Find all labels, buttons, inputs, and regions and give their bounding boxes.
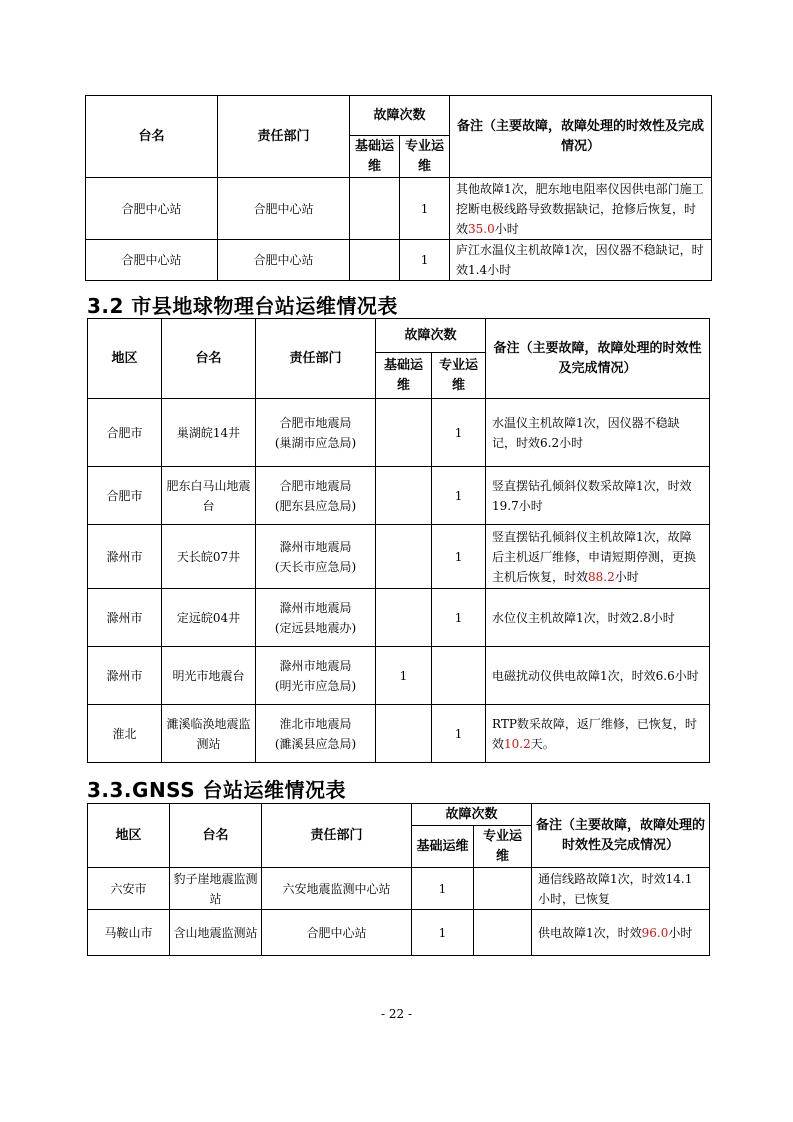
remark-cell: 水温仪主机故障1次，因仪器不稳缺记，时效6.2小时 [486,399,710,467]
remark-cell: 竖直摆钻孔倾斜仪主机故障1次，故障后主机返厂维修，申请短期停测，更换主机后恢复，时效88.2小时 [486,525,710,589]
station-cell: 含山地震监测站 [170,910,262,956]
basic-cell [350,240,400,281]
section-title-3-3: 3.3.GNSS 台站运维情况表 [87,778,347,802]
basic-cell [376,589,432,647]
section-title-3-2: 3.2 市县地球物理台站运维情况表 [87,294,398,318]
pro-cell [474,868,532,910]
dept-cell: 淮北市地震局 (濉溪县应急局) [256,705,376,763]
pro-cell [474,910,532,956]
station-cell: 巢湖皖14井 [162,399,256,467]
header-remark: 备注（主要故障，故障处理的时效性及完成情况） [532,804,710,868]
station-cell: 天长皖07井 [162,525,256,589]
dept-cell: 合肥中心站 [262,910,412,956]
header-basic: 基础运维 [376,353,432,399]
table-row [86,240,712,281]
header-station: 台名 [170,804,262,868]
remark-cell: 水位仪主机故障1次，时效2.8小时 [486,589,710,647]
region-cell: 合肥市 [88,467,162,525]
pro-cell [432,647,486,705]
station-cell: 合肥中心站 [86,240,218,281]
pro-cell: 1 [432,467,486,525]
header-faults: 故障次数 [412,804,532,826]
header-region: 地区 [88,319,162,399]
dept-cell: 滁州市地震局 (天长市应急局) [256,525,376,589]
pro-cell: 1 [432,589,486,647]
header-station: 台名 [162,319,256,399]
basic-cell [376,399,432,467]
table-row [88,525,710,589]
header-pro: 专业运维 [474,826,532,868]
table-row [88,868,710,910]
remark-cell: 庐江水温仪主机故障1次，因仪器不稳缺记，时效1.4小时 [450,240,712,281]
page-number: - 22 - [380,1007,412,1021]
region-cell: 淮北 [88,705,162,763]
pro-cell: 1 [400,178,450,240]
region-cell: 合肥市 [88,399,162,467]
pro-cell: 1 [432,525,486,589]
basic-cell [376,467,432,525]
dept-cell: 合肥市地震局 (肥东县应急局) [256,467,376,525]
table-row [88,910,710,956]
remark-cell: 其他故障1次，肥东地电阻率仪因供电部门施工挖断电极线路导致数据缺记，抢修后恢复，时效35.0小时 [450,178,712,240]
station-ops-table-2 [87,318,710,763]
header-pro: 专业运维 [432,353,486,399]
header-pro: 专业运维 [400,136,450,178]
region-cell: 滁州市 [88,525,162,589]
header-station: 台名 [86,96,218,178]
region-cell: 马鞍山市 [88,910,170,956]
station-cell: 肥东白马山地震台 [162,467,256,525]
pro-cell: 1 [432,705,486,763]
basic-cell: 1 [376,647,432,705]
table-row [88,467,710,525]
remark-cell: 通信线路故障1次，时效14.1小时，已恢复 [532,868,710,910]
table-row [88,399,710,467]
basic-cell [350,178,400,240]
header-remark: 备注（主要故障，故障处理的时效性及完成情况） [486,319,710,399]
header-region: 地区 [88,804,170,868]
station-ops-table-1 [85,95,712,281]
station-cell: 定远皖04井 [162,589,256,647]
table-row [88,705,710,763]
dept-cell: 合肥中心站 [218,178,350,240]
header-basic: 基础运维 [412,826,474,868]
header-dept: 责任部门 [256,319,376,399]
table-row [88,647,710,705]
dept-cell: 六安地震监测中心站 [262,868,412,910]
basic-cell [376,525,432,589]
region-cell: 六安市 [88,868,170,910]
header-faults: 故障次数 [350,96,450,136]
dept-cell: 合肥中心站 [218,240,350,281]
region-cell: 滁州市 [88,647,162,705]
basic-cell: 1 [412,910,474,956]
station-cell: 豹子崖地震监测站 [170,868,262,910]
station-cell: 濉溪临涣地震监测站 [162,705,256,763]
remark-cell: 竖直摆钻孔倾斜仪数采故障1次，时效19.7小时 [486,467,710,525]
header-dept: 责任部门 [218,96,350,178]
table-row [86,178,712,240]
header-remark: 备注（主要故障，故障处理的时效性及完成情况） [450,96,712,178]
table-row [88,589,710,647]
header-faults: 故障次数 [376,319,486,353]
dept-cell: 滁州市地震局 (定远县地震办) [256,589,376,647]
dept-cell: 合肥市地震局 (巢湖市应急局) [256,399,376,467]
dept-cell: 滁州市地震局 (明光市应急局) [256,647,376,705]
station-cell: 合肥中心站 [86,178,218,240]
header-basic: 基础运维 [350,136,400,178]
remark-cell: 电磁扰动仪供电故障1次，时效6.6小时 [486,647,710,705]
header-dept: 责任部门 [262,804,412,868]
station-ops-table-3 [87,803,710,956]
pro-cell: 1 [432,399,486,467]
pro-cell: 1 [400,240,450,281]
remark-cell: 供电故障1次，时效96.0小时 [532,910,710,956]
region-cell: 滁州市 [88,589,162,647]
remark-cell: RTP数采故障，返厂维修，已恢复，时效10.2天。 [486,705,710,763]
basic-cell [376,705,432,763]
basic-cell: 1 [412,868,474,910]
station-cell: 明光市地震台 [162,647,256,705]
